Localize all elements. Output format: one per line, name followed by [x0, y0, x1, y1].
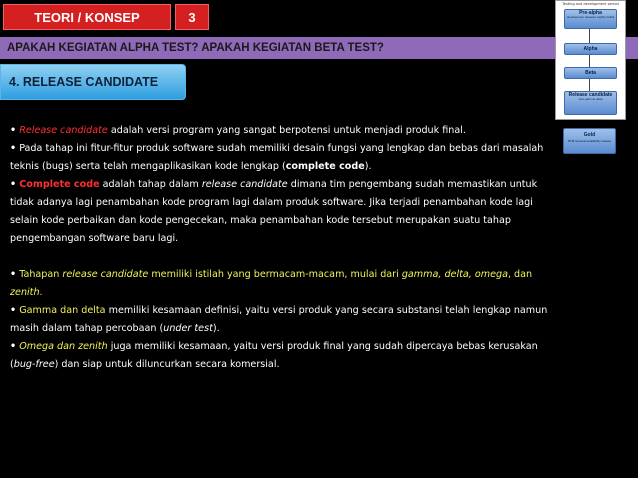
paragraph-text: memiliki istilah yang bermacam-macam, mulai dari — [148, 269, 402, 280]
term-complete-code: Complete code — [19, 179, 100, 190]
diagram-box-label: Release candidate — [568, 92, 613, 98]
paragraph-text: dimana tim pengembang sudah memastikan untuk tidak adanya lagi penambahan kode program lagi dalam produk software. Jika terjadi penambahan kode lagi selain kode perbaikan dan kode pengecekan, maka penambahan kode tersebut merupakan suatu tahap pengembangan software baru lagi. — [10, 179, 538, 244]
term-omega-zenith: Omega dan zenith — [19, 341, 108, 352]
paragraph-italic: bug-free — [13, 359, 55, 370]
diagram-box-sub: RTM General availability release — [567, 139, 612, 143]
diagram-box-sub: zero gamma delta — [578, 97, 603, 101]
slide-subtitle: APAKAH KEGIATAN ALPHA TEST? APAKAH KEGIATAN BETA TEST? — [7, 42, 384, 54]
paragraph-text: , dan — [507, 269, 533, 280]
paragraph-italic: gamma, delta, omega — [401, 269, 508, 280]
bullet: • — [10, 125, 17, 136]
bullet: • — [10, 179, 17, 190]
bullet: • — [10, 341, 17, 352]
paragraph-text: ) dan siap untuk diluncurkan secara komersial. — [54, 359, 280, 370]
paragraph-text: adalah versi program yang sangat berpotensi untuk menjadi produk final. — [107, 125, 466, 136]
section-title: 4. RELEASE CANDIDATE — [9, 75, 159, 89]
subtitle-bar — [0, 37, 638, 59]
paragraph-italic: under test — [163, 323, 213, 334]
paragraph-italic: release candidate — [62, 269, 149, 280]
paragraph-3 — [10, 176, 550, 248]
diagram-box-pre-alpha — [564, 9, 617, 29]
diagram-box-label: Gold — [583, 132, 596, 138]
bullet: • — [10, 269, 17, 280]
paragraph-4 — [10, 266, 550, 302]
diagram-box-sub: development releases nightly builds — [566, 15, 615, 19]
paragraph-text: . — [39, 287, 43, 298]
paragraph-6 — [10, 338, 550, 374]
diagram-arrow — [589, 29, 590, 43]
bullet: • — [10, 143, 17, 154]
paragraph-text: juga memiliki kesamaan, yaitu versi produk final yang sudah dipercaya bebas kerusakan ( — [10, 341, 538, 370]
paragraph-text: Pada tahap ini fitur-fitur produk software sudah memiliki desain fungsi yang lengkap dan bebas dari masalah teknis (bugs) serta telah mengaplikasikan kode lengkap ( — [10, 143, 544, 172]
paragraph-italic: release candidate — [201, 179, 288, 190]
top-bar — [0, 0, 638, 36]
term-complete-code-bold: complete code — [285, 161, 365, 172]
bullet: • — [10, 305, 17, 316]
paragraph-text: ). — [212, 323, 220, 334]
diagram-box-alpha — [564, 43, 617, 55]
term-gamma-delta: Gamma dan delta — [19, 305, 106, 316]
section-tab-label: TEORI / KONSEP — [3, 4, 171, 30]
diagram-box-label: Alpha — [583, 46, 598, 52]
diagram-box-release-candidate — [564, 91, 617, 115]
slide-content — [10, 122, 550, 374]
term-release-candidate: Release candidate — [19, 125, 108, 136]
release-cycle-diagram — [555, 0, 626, 120]
diagram-caption: Testing and development period — [562, 2, 619, 6]
diagram-box-label: Pre-alpha — [579, 10, 602, 16]
paragraph-1 — [10, 122, 550, 140]
diagram-arrow — [589, 79, 590, 91]
paragraph-text: memiliki kesamaan definisi, yaitu versi produk yang secara substansi telah lengkap namun masih dalam tahap percobaan ( — [10, 305, 548, 334]
diagram-box-label: Beta — [585, 70, 596, 76]
diagram-box-gold — [563, 128, 616, 154]
paragraph-italic: zenith — [10, 287, 40, 298]
section-tab-number: 3 — [175, 4, 209, 30]
paragraph-text: Tahapan — [16, 269, 63, 280]
diagram-arrow — [589, 55, 590, 67]
section-heading-box — [0, 64, 186, 100]
paragraph-2 — [10, 140, 550, 176]
diagram-box-beta — [564, 67, 617, 79]
paragraph-text: adalah tahap dalam — [99, 179, 202, 190]
paragraph-5 — [10, 302, 550, 338]
paragraph-text: ). — [364, 161, 372, 172]
